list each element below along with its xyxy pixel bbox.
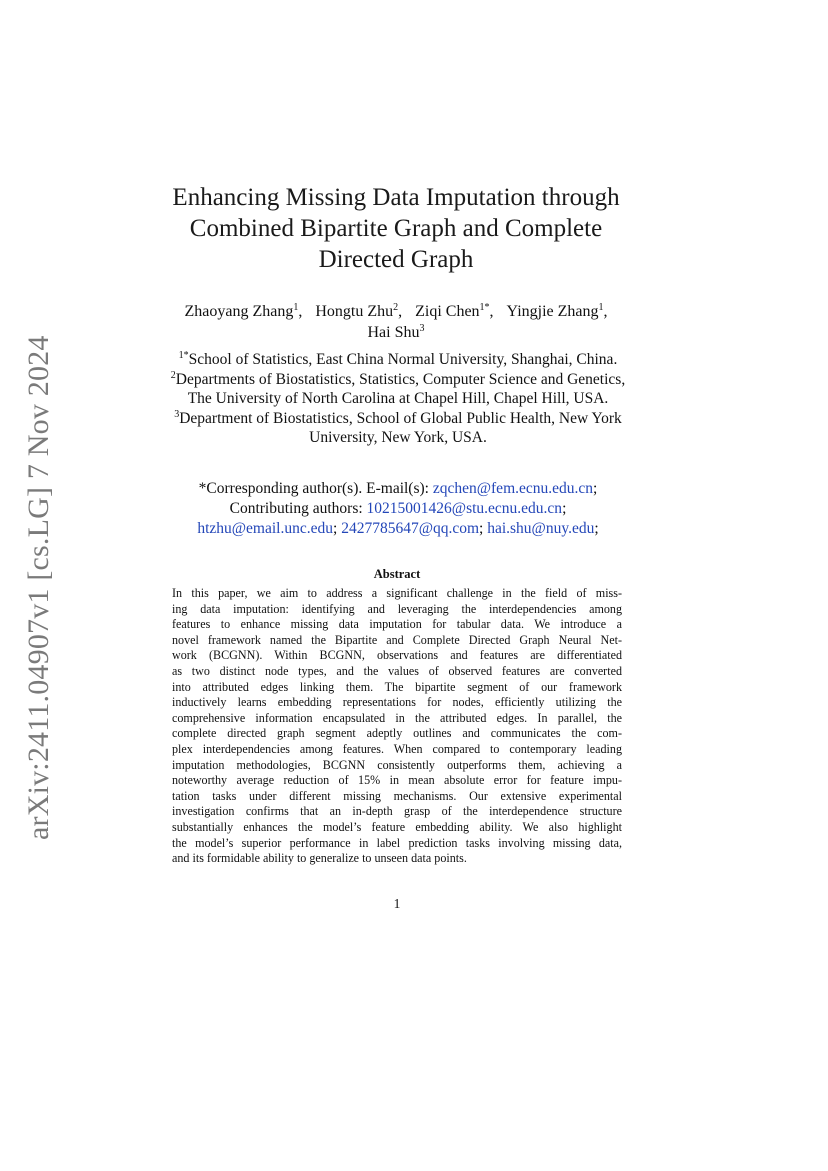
- abstract-line: plex interdependencies among features. When compared to contemporary leading: [172, 741, 622, 756]
- contact-info: [120, 479, 676, 539]
- abstract-line: novel framework named the Bipartite and Complete Directed Graph Neural Net-: [172, 632, 622, 647]
- email-separator: ;: [593, 480, 598, 497]
- contributing-label: Contributing authors:: [229, 500, 363, 517]
- affiliation-mark: 1: [293, 302, 299, 313]
- abstract-line: as two distinct node types, and the values of observed features are converted: [172, 663, 622, 678]
- affiliation-text: Department of Biostatistics, School of Global Public Health, New York: [179, 409, 622, 427]
- author-entry: [184, 303, 302, 320]
- author-name: Yingjie Zhang: [506, 303, 599, 320]
- contributing-authors-line: [120, 519, 676, 539]
- title-line: Enhancing Missing Data Imputation through: [172, 184, 620, 211]
- affiliation-mark: 3: [419, 323, 425, 334]
- affiliation-line: [120, 370, 676, 390]
- abstract-line: inductively learns embedding representations for nodes, efficiently utilizing the: [172, 695, 622, 710]
- email-link[interactable]: 2427785647@qq.com: [341, 520, 480, 537]
- author-name: Zhaoyang Zhang: [184, 303, 294, 320]
- author-entry: [415, 303, 493, 320]
- author-entry: [507, 303, 608, 320]
- affiliation-line: The University of North Carolina at Chapel Hill, Chapel Hill, USA.: [187, 390, 609, 407]
- abstract-line: imputation methodologies, BCGNN consistently outperforms them, achieving a: [172, 757, 622, 772]
- abstract-line: work (BCGNN). Within BCGNN, observations and features are differentiated: [172, 648, 622, 663]
- affiliation-text: Departments of Biostatistics, Statistics, Computer Science and Genetics,: [175, 370, 626, 388]
- email-link[interactable]: htzhu@email.unc.edu: [197, 520, 333, 537]
- affiliation-mark: 2: [393, 302, 399, 313]
- author-separator: ,: [603, 303, 608, 320]
- abstract-line: noteworthy average reduction of 15% in mean absolute error for feature impu-: [172, 773, 622, 788]
- email-separator: ;: [594, 520, 599, 537]
- abstract-line: into attributed edges linking them. The bipartite segment of our framework: [172, 679, 622, 694]
- abstract-line: features to enhance missing data imputation for tabular data. We introduce a: [172, 617, 622, 632]
- paper-title: [130, 182, 662, 275]
- email-link[interactable]: hai.shu@nuy.edu: [487, 520, 595, 537]
- title-line: Combined Bipartite Graph and Complete: [189, 215, 603, 242]
- affiliation-mark: 2: [170, 369, 176, 381]
- email-separator: ;: [479, 520, 484, 537]
- abstract-body: [172, 586, 622, 867]
- author-name: Hongtu Zhu: [315, 303, 394, 320]
- author-separator: ,: [489, 303, 494, 320]
- affiliation-line: University, New York, USA.: [309, 429, 487, 446]
- arxiv-identifier-stamp: arXiv:2411.04907v1 [cs.LG] 7 Nov 2024: [22, 335, 55, 840]
- abstract-line: In this paper, we aim to address a significant challenge in the field of miss-: [172, 586, 622, 600]
- affiliation-mark: 1*: [178, 350, 189, 361]
- affiliation-mark: 1*: [479, 302, 490, 313]
- abstract-line: investigation confirms that an in-depth grasp of the interdependence structure: [172, 804, 622, 819]
- author-name: Hai Shu: [367, 324, 420, 341]
- email-separator: ;: [562, 500, 567, 517]
- corresponding-label: *Corresponding author(s). E-mail(s):: [198, 480, 429, 497]
- abstract-line: comprehensive information encapsulated in the attributed edges. In parallel, the: [172, 710, 622, 725]
- abstract-line: the model’s superior performance in label prediction tasks involving missing data,: [172, 835, 622, 850]
- author-separator: ,: [298, 303, 303, 320]
- email-link[interactable]: 10215001426@stu.ecnu.edu.cn: [366, 500, 563, 517]
- author-entry: [368, 324, 425, 341]
- author-entry: [315, 303, 402, 320]
- author-row: [120, 322, 672, 343]
- affiliation-mark: 1: [598, 302, 604, 313]
- author-row: [120, 301, 672, 322]
- corresponding-author-line: [120, 479, 676, 499]
- affiliation-line: [120, 409, 676, 429]
- author-separator: ,: [398, 303, 403, 320]
- email-separator: ;: [333, 520, 338, 537]
- affiliation-mark: 3: [174, 408, 180, 420]
- affiliations: [120, 350, 676, 448]
- email-link[interactable]: zqchen@fem.ecnu.edu.cn: [432, 480, 594, 497]
- affiliation-line: [120, 350, 676, 370]
- abstract-heading: Abstract: [373, 567, 421, 581]
- abstract-line: complete directed graph segment adeptly outlines and communicates the com-: [172, 726, 622, 741]
- contributing-authors-line: [120, 499, 676, 519]
- abstract-line: and its formidable ability to generalize to unseen data points.: [172, 851, 467, 866]
- abstract-line: tation tasks under different missing mechanisms. Our extensive experimental: [172, 788, 622, 803]
- title-line: Directed Graph: [318, 246, 474, 273]
- author-name: Ziqi Chen: [415, 303, 480, 320]
- page-number: 1: [393, 896, 401, 911]
- affiliation-text: School of Statistics, East China Normal University, Shanghai, China.: [188, 351, 618, 368]
- abstract-line: substantially enhances the model’s feature embedding ability. We also highlight: [172, 819, 622, 834]
- author-list: [120, 301, 672, 343]
- abstract-line: ing data imputation: identifying and leveraging the interdependencies among: [172, 601, 622, 616]
